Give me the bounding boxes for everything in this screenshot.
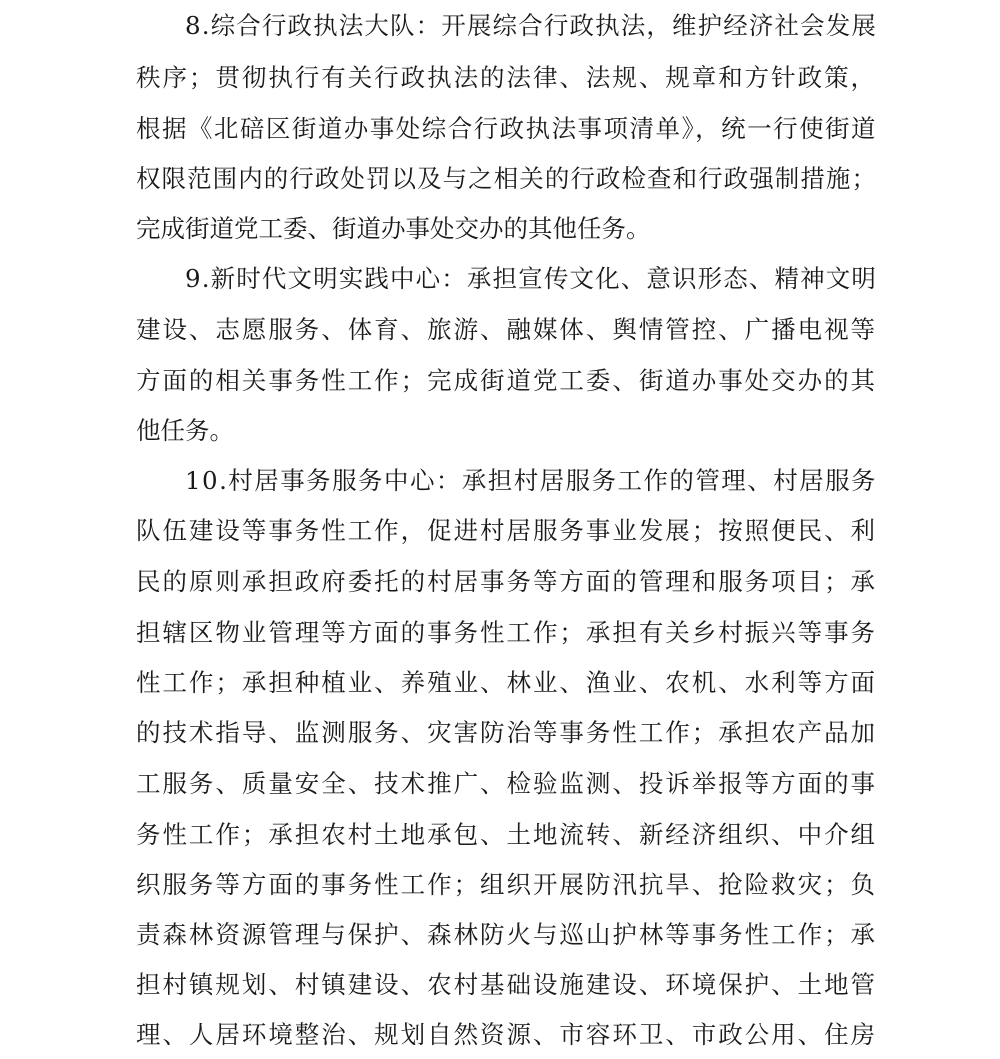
paragraph-text: 10.村居事务服务中心：承担村居服务工作的管理、村居服务 [185,466,877,495]
paragraph-text: 织服务等方面的事务性工作；组织开展防汛抗旱、抢险救灾；负 [136,870,877,899]
paragraph-text: 根据《北碚区街道办事处综合行政执法事项清单》，统一行使街道 [136,114,877,143]
paragraph-10-line-9 [0,868,1000,902]
paragraph-text: 担辖区物业管理等方面的事务性工作；承担有关乡村振兴等事务 [136,618,877,647]
paragraph-text: 权限范围内的行政处罚以及与之相关的行政检查和行政强制措施； [136,164,877,193]
paragraph-10-line-8 [0,818,1000,852]
paragraph-10-line-4 [0,616,1000,650]
paragraph-text: 秩序；贯彻执行有关行政执法的法律、法规、规章和方针政策， [136,63,877,92]
paragraph-8-line-5 [0,212,1000,246]
paragraph-10-line-6 [0,716,1000,750]
paragraph-text: 性工作；承担种植业、养殖业、林业、渔业、农机、水利等方面 [136,668,877,697]
paragraph-text: 方面的相关事务性工作；完成街道党工委、街道办事处交办的其 [136,366,877,395]
paragraph-text: 工服务、质量安全、技术推广、检验监测、投诉举报等方面的事 [136,769,877,798]
paragraph-text: 理、人居环境整治、规划自然资源、市容环卫、市政公用、住房 [136,1020,877,1049]
paragraph-text: 队伍建设等事务性工作，促进村居服务事业发展；按照便民、利 [136,516,877,545]
paragraph-text: 的技术指导、监测服务、灾害防治等事务性工作；承担农产品加 [136,718,877,747]
paragraph-text: 9.新时代文明实践中心：承担宣传文化、意识形态、精神文明 [185,264,877,293]
paragraph-10-line-2 [0,514,1000,548]
paragraph-8-line-2 [0,61,1000,95]
paragraph-10-line-10 [0,918,1000,952]
paragraph-text: 责森林资源管理与保护、森林防火与巡山护林等事务性工作；承 [136,920,877,949]
paragraph-text: 8.综合行政执法大队：开展综合行政执法，维护经济社会发展 [185,11,877,40]
paragraph-10-line-5 [0,666,1000,700]
paragraph-8-line-1 [0,9,1000,43]
paragraph-10-line-3 [0,565,1000,599]
paragraph-10-line-1 [0,464,1000,498]
paragraph-text: 他任务。 [136,416,234,445]
paragraph-text: 完成街道党工委、街道办事处交办的其他任务。 [136,214,651,243]
paragraph-text: 担村镇规划、村镇建设、农村基础设施建设、环境保护、土地管 [136,970,877,999]
paragraph-8-line-4 [0,162,1000,196]
paragraph-8-line-3 [0,112,1000,146]
paragraph-9-line-2 [0,313,1000,347]
paragraph-9-line-1 [0,262,1000,296]
paragraph-9-line-3 [0,364,1000,398]
paragraph-text: 建设、志愿服务、体育、旅游、融媒体、舆情管控、广播电视等 [136,315,877,344]
paragraph-text: 务性工作；承担农村土地承包、土地流转、新经济组织、中介组 [136,820,877,849]
paragraph-text: 民的原则承担政府委托的村居事务等方面的管理和服务项目；承 [136,567,877,596]
paragraph-10-line-12 [0,1018,1000,1052]
paragraph-10-line-7 [0,767,1000,801]
paragraph-10-line-11 [0,968,1000,1002]
paragraph-9-line-4 [0,414,1000,448]
